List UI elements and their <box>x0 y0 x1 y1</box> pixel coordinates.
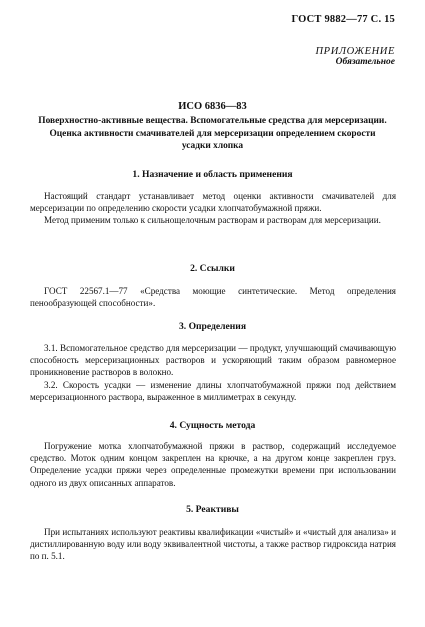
document-code: ИСО 6836—83 <box>178 101 247 112</box>
paragraph: Погружение мотка хлопчатобумажной пряжи в раствор, содержащий исследуемое средство. Моток одним концом закреплен на крючке, а на другом конце закреплен груз. Определение усадки пряжи через определенные промежутки времени при использовании одного из двух описанных аппаратов. <box>30 441 396 488</box>
paragraph: ГОСТ 22567.1—77 «Средства моющие синтетические. Метод определения пенообразующей способности». <box>30 286 396 309</box>
paragraph: Настоящий стандарт устанавливает метод оценки активности смачивателей для мерсеризации по определению скорости усадки хлопчатобумажной пряжи. <box>30 191 396 214</box>
paragraph: 3.2. Скорость усадки — изменение длины хлопчатобумажной пряжи под действием мерсеризационного раствора, выраженное в миллиметрах в секунду. <box>30 379 396 402</box>
section-body-definitions <box>30 342 396 403</box>
section-heading-references: 2. Ссылки <box>190 263 235 274</box>
section-body-principle <box>30 440 396 489</box>
appendix-note: Обязательное <box>335 57 395 67</box>
appendix-label <box>316 46 396 68</box>
appendix-title: ПРИЛОЖЕНИЕ <box>315 46 395 57</box>
section-body-scope <box>30 190 396 227</box>
document-title-line: Оценка активности смачивателей для мерсеризации определением скорости <box>49 128 376 139</box>
section-heading-definitions: 3. Определения <box>178 321 247 332</box>
page-header-doc-id: ГОСТ 9882—77 С. 15 <box>291 14 395 25</box>
paragraph: При испытаниях используют реактивы квалификации «чистый» и «чистый для анализа» и дистиллированную воду или воду эквивалентной чистоты, а также раствор гидроксида натрия по п. 5.1. <box>30 527 396 562</box>
paragraph: 3.1. Вспомогательное средство для мерсеризации — продукт, улучшающий смачивающую способность мерсеризационных растворов и ускоряющий таким образом равномерное проникновение растворов в волокно. <box>30 343 396 378</box>
document-title-line: усадки хлопка <box>181 141 244 151</box>
document-title-line: Поверхностно-активные вещества. Вспомогательные средства для мерсеризации. <box>38 116 387 126</box>
paragraph: Метод применим только к сильнощелочным растворам и растворам для мерсеризации. <box>44 215 381 226</box>
section-heading-principle: 4. Сущность метода <box>169 420 256 431</box>
document-title-block <box>28 101 397 153</box>
section-body-reagents <box>30 526 396 563</box>
section-body-references <box>30 285 396 309</box>
section-heading-reagents: 5. Реактивы <box>186 504 239 515</box>
section-heading-scope: 1. Назначение и область применения <box>132 169 293 180</box>
